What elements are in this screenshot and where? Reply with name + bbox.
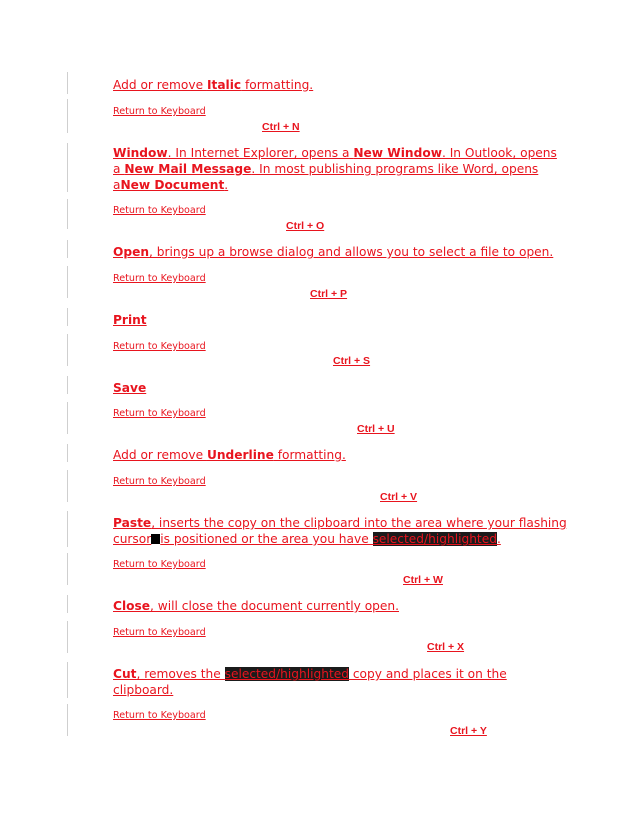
ctrl-o-description: Open, brings up a browse dialog and allows you to select a file to open. xyxy=(113,245,554,259)
return-to-keyboard-link[interactable]: Return to Keyboard xyxy=(113,341,206,352)
ctrl-s-description: Save xyxy=(113,381,147,395)
return-to-keyboard-link[interactable]: Return to Keyboard xyxy=(113,559,206,570)
return-to-keyboard-link[interactable]: Return to Keyboard xyxy=(113,627,206,638)
margin-rule xyxy=(67,99,68,133)
shortcut-ctrl-n: Ctrl + N xyxy=(262,121,300,133)
ctrl-x-description-line-2: clipboard. xyxy=(113,683,174,697)
return-to-keyboard-link[interactable]: Return to Keyboard xyxy=(113,106,206,117)
margin-rule xyxy=(67,595,68,613)
shortcut-ctrl-x: Ctrl + X xyxy=(427,641,465,653)
margin-rule xyxy=(67,240,68,258)
margin-rule xyxy=(67,143,68,192)
shortcut-ctrl-v: Ctrl + V xyxy=(380,491,418,503)
shortcut-ctrl-o: Ctrl + O xyxy=(286,220,325,232)
shortcut-ctrl-y: Ctrl + Y xyxy=(450,725,487,737)
margin-rule xyxy=(67,662,68,698)
margin-rule xyxy=(67,511,68,547)
margin-rule xyxy=(67,334,68,366)
margin-rule xyxy=(67,376,68,394)
return-to-keyboard-link[interactable]: Return to Keyboard xyxy=(113,273,206,284)
return-to-keyboard-link[interactable]: Return to Keyboard xyxy=(113,710,206,721)
shortcut-ctrl-u: Ctrl + U xyxy=(357,423,395,435)
return-to-keyboard-link[interactable]: Return to Keyboard xyxy=(113,476,206,487)
margin-rule xyxy=(67,621,68,653)
ctrl-n-description-line-2: a New Mail Message. In most publishing programs like Word, opens xyxy=(113,162,539,176)
shortcut-ctrl-s: Ctrl + S xyxy=(333,355,371,367)
highlighted-text: selected/highlighted xyxy=(224,667,349,681)
ctrl-w-description: Close, will close the document currently open. xyxy=(113,599,399,613)
return-to-keyboard-link[interactable]: Return to Keyboard xyxy=(113,205,206,216)
italic-keyword: Italic xyxy=(206,78,242,92)
margin-rule xyxy=(67,402,68,434)
ctrl-n-description-line-3: aNew Document. xyxy=(113,178,229,192)
margin-rule xyxy=(67,470,68,502)
margin-rule xyxy=(67,72,68,94)
ctrl-x-description-line-1: Cut, removes the selected/highlighted copy and places it on the xyxy=(113,667,507,681)
margin-rule xyxy=(67,553,68,585)
margin-rule xyxy=(67,199,68,229)
ctrl-v-description-line-1: Paste, inserts the copy on the clipboard into the area where your flashing xyxy=(113,516,567,530)
italic-description: Add or remove Italic formatting. xyxy=(113,78,314,92)
ctrl-v-description-line-2: cursor is positioned or the area you have selected/highlighted. xyxy=(113,532,501,546)
shortcut-ctrl-w: Ctrl + W xyxy=(403,574,443,586)
return-to-keyboard-link[interactable]: Return to Keyboard xyxy=(113,408,206,419)
shortcut-ctrl-p: Ctrl + P xyxy=(310,288,348,300)
margin-rule xyxy=(67,308,68,326)
text-cursor-icon xyxy=(151,534,160,544)
highlighted-text: selected/highlighted xyxy=(372,532,497,546)
ctrl-p-description: Print xyxy=(113,313,147,327)
ctrl-u-description: Add or remove Underline formatting. xyxy=(113,448,346,462)
ctrl-n-description-line-1: Window. In Internet Explorer, opens a New Window. In Outlook, opens xyxy=(113,146,557,160)
margin-rule xyxy=(67,444,68,462)
margin-rule xyxy=(67,266,68,298)
margin-rule xyxy=(67,704,68,736)
